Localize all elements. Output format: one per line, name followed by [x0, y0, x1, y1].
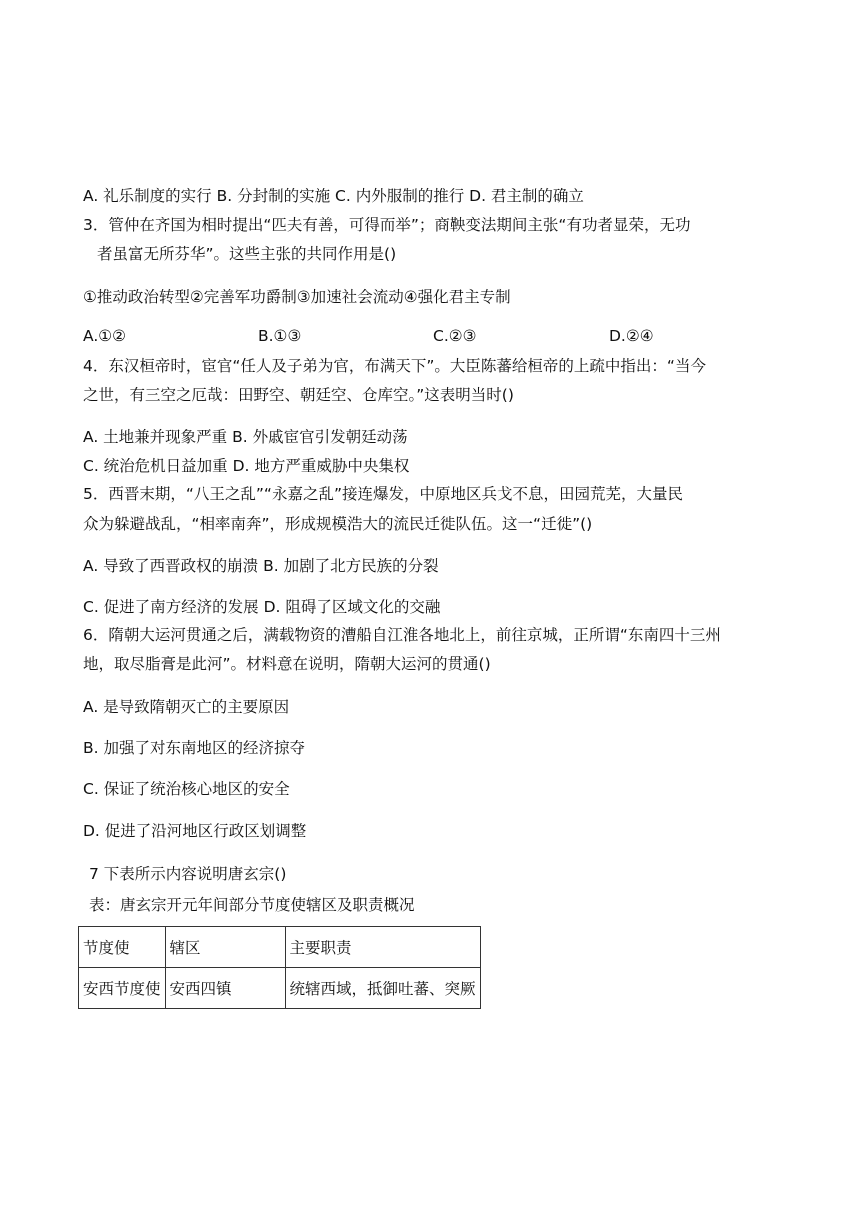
table-header-cell: 节度使 [79, 927, 166, 968]
q6-stem-line1: 6．隋朝大运河贯通之后，满载物资的漕船自江淮各地北上，前往京城，正所谓“东南四十三州 [83, 626, 721, 644]
q6-option-d: D. 促进了沿河地区行政区划调整 [83, 822, 307, 840]
q4-options-line2: C. 统治危机日益加重 D. 地方严重威胁中央集权 [83, 457, 410, 475]
q5-stem-line2: 众为躲避战乱，“相率南奔”，形成规模浩大的流民迁徙队伍。这一“迁徙”() [83, 515, 593, 533]
table-cell: 安西四镇 [165, 968, 285, 1009]
q6-option-a: A. 是导致隋朝灭亡的主要原因 [83, 698, 290, 716]
table-cell: 统辖西域，抵御吐蕃、突厥 [285, 968, 480, 1009]
table-header-row [79, 927, 481, 968]
q5-options-line2: C. 促进了南方经济的发展 D. 阻碍了区域文化的交融 [83, 598, 441, 616]
q7-table-caption: 表：唐玄宗开元年间部分节度使辖区及职责概况 [89, 896, 415, 914]
q5-options-line1: A. 导致了西晋政权的崩溃 B. 加剧了北方民族的分裂 [83, 557, 439, 575]
q3-stem-line2: 者虽富无所芬华”。这些主张的共同作用是() [97, 245, 397, 263]
q3-option-b: B.①③ [258, 327, 302, 345]
q4-stem-line1: 4．东汉桓帝时，宦官“任人及子弟为官，布满天下”。大臣陈蕃给桓帝的上疏中指出：“当今 [83, 357, 706, 375]
table-row [79, 968, 481, 1009]
table-header-cell: 主要职责 [285, 927, 480, 968]
q3-option-d: D.②④ [609, 327, 654, 345]
q5-stem-line1: 5．西晋末期，“八王之乱”“永嘉之乱”接连爆发，中原地区兵戈不息，田园荒芜，大量民 [83, 485, 683, 503]
q4-stem-line2: 之世，有三空之厄哉：田野空、朝廷空、仓库空。”这表明当时() [83, 386, 514, 404]
q6-option-c: C. 保证了统治核心地区的安全 [83, 780, 290, 798]
q7-table [78, 926, 481, 1009]
q3-option-a: A.①② [83, 327, 127, 345]
q3-option-c: C.②③ [433, 327, 477, 345]
q4-options-line1: A. 土地兼并现象严重 B. 外戚宦官引发朝廷动荡 [83, 428, 408, 446]
q3-options [83, 326, 703, 346]
q6-option-b: B. 加强了对东南地区的经济掠夺 [83, 739, 305, 757]
q6-stem-line2: 地，取尽脂膏是此河”。材料意在说明，隋朝大运河的贯通() [83, 655, 491, 673]
table-cell: 安西节度使 [79, 968, 166, 1009]
q2-options: A. 礼乐制度的实行 B. 分封制的实施 C. 内外服制的推行 D. 君主制的确立 [83, 187, 584, 205]
q3-stem-line1: 3．管仲在齐国为相时提出“匹夫有善，可得而举”；商鞅变法期间主张“有功者显荣，无功 [83, 216, 691, 234]
table-header-cell: 辖区 [165, 927, 285, 968]
q3-statements: ①推动政治转型②完善军功爵制③加速社会流动④强化君主专制 [83, 288, 511, 306]
q7-stem: 7 下表所示内容说明唐玄宗() [89, 865, 287, 883]
